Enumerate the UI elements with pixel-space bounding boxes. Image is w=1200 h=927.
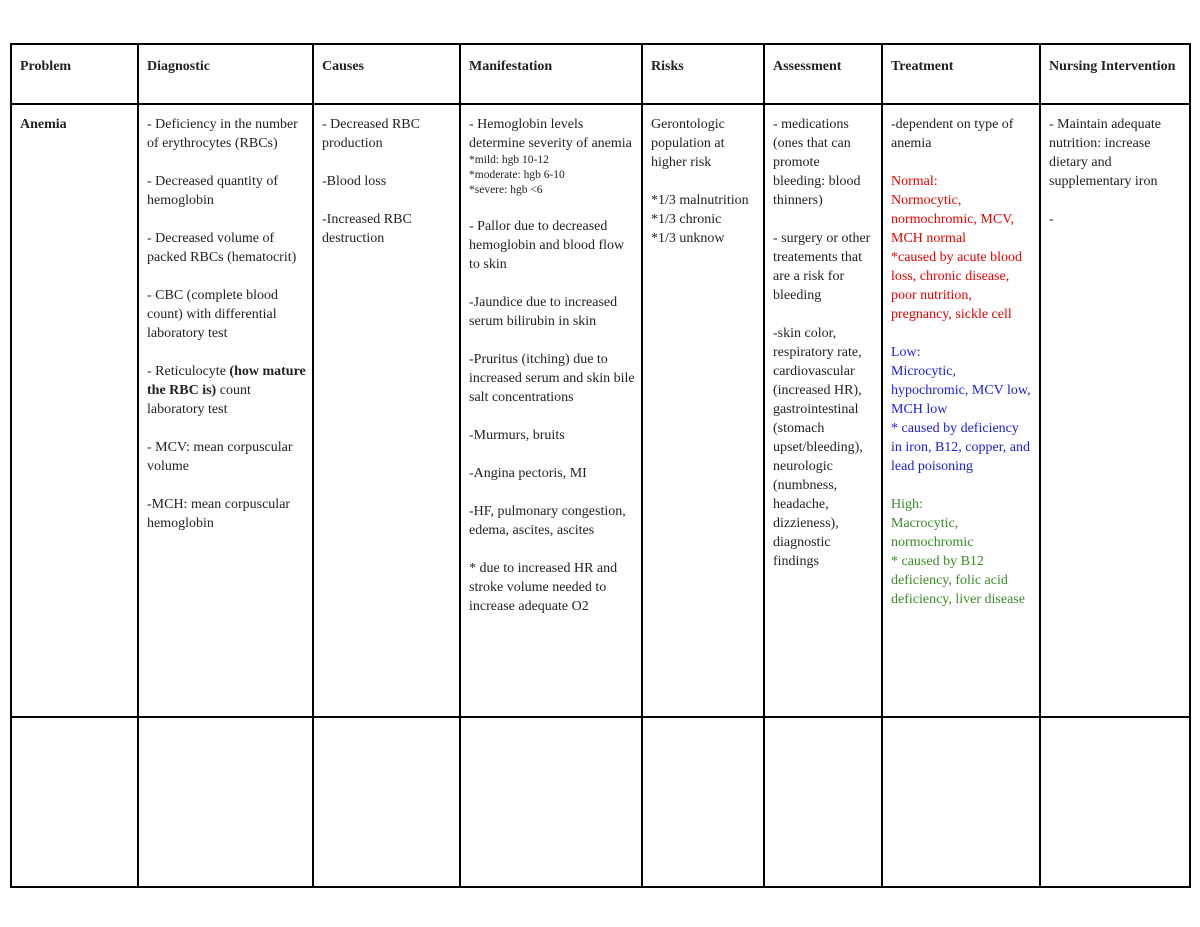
manifestation-item: - Pallor due to decreased hemoglobin and blood flow to skin: [469, 219, 625, 272]
diagnostic-item: - Decreased quantity of hemoglobin: [147, 174, 278, 208]
cell-diagnostic: [138, 104, 313, 717]
manifestation-item: -Angina pectoris, MI: [469, 466, 587, 481]
assessment-item: -skin color, respiratory rate, cardiovascular (increased HR), gastrointestinal (stomach upset/bleeding), neurologic (numbness, headache, dizzieness), diagnostic findings: [773, 326, 863, 569]
empty-cell: [882, 717, 1040, 887]
nursing-item: -: [1049, 212, 1054, 227]
reticulocyte-text-end: count laboratory test: [147, 383, 251, 417]
treatment-high: [891, 495, 1033, 609]
diagnostic-item: - CBC (complete blood count) with differential laboratory test: [147, 288, 279, 341]
nursing-item: - Maintain adequate nutrition: increase dietary and supplementary iron: [1049, 117, 1161, 189]
empty-cell: [313, 717, 460, 887]
treatment-low: [891, 343, 1033, 476]
manifestation-item: -Pruritus (itching) due to increased serum and skin bile salt concentrations: [469, 352, 635, 405]
nursing-care-plan-table: [10, 43, 1191, 888]
empty-cell: [138, 717, 313, 887]
treatment-normal: [891, 172, 1033, 324]
diagnostic-item: - Decreased volume of packed RBCs (hematocrit): [147, 231, 297, 265]
cell-manifestation: [460, 104, 642, 717]
assessment-item: - medications (ones that can promote bleeding: blood thinners): [773, 117, 861, 208]
cell-causes: [313, 104, 460, 717]
risk-line: *1/3 malnutrition: [651, 193, 749, 208]
treatment-normal-body: Normocytic, normochromic, MCV, MCH normal: [891, 193, 1015, 246]
treatment-high-heading: High:: [891, 497, 923, 512]
treatment-low-heading: Low:: [891, 345, 921, 360]
header-problem: Problem: [11, 44, 138, 104]
manifestation-severity: [469, 115, 635, 198]
cause-item: - Decreased RBC production: [322, 117, 420, 151]
manifestation-item: -Murmurs, bruits: [469, 428, 565, 443]
header-row: [11, 44, 1190, 104]
empty-cell: [642, 717, 764, 887]
cell-treatment: [882, 104, 1040, 717]
header-diagnostic: Diagnostic: [138, 44, 313, 104]
manifestation-item: -HF, pulmonary congestion, edema, ascites, ascites: [469, 504, 626, 538]
risk-item: Gerontologic population at higher risk: [651, 117, 725, 170]
manifestation-item: * due to increased HR and stroke volume needed to increase adequate O2: [469, 561, 618, 614]
empty-cell: [764, 717, 882, 887]
treatment-low-cause: * caused by deficiency in iron, B12, copper, and lead poisoning: [891, 421, 1031, 474]
severity-moderate: *moderate: hgb 6-10: [469, 169, 565, 181]
treatment-normal-cause: *caused by acute blood loss, chronic disease, poor nutrition, pregnancy, sickle cell: [891, 250, 1023, 322]
header-causes: Causes: [313, 44, 460, 104]
treatment-high-body: Macrocytic, normochromic: [891, 516, 974, 550]
cell-risks: [642, 104, 764, 717]
table-row-anemia: [11, 104, 1190, 717]
treatment-item: -dependent on type of anemia: [891, 117, 1014, 151]
header-risks: Risks: [642, 44, 764, 104]
treatment-normal-heading: Normal:: [891, 174, 938, 189]
cell-nursing-intervention: [1040, 104, 1190, 717]
header-assessment: Assessment: [764, 44, 882, 104]
header-nursing-intervention: Nursing Intervention: [1040, 44, 1190, 104]
risk-line: *1/3 unknow: [651, 231, 725, 246]
cell-assessment: [764, 104, 882, 717]
severity-severe: *severe: hgb <6: [469, 184, 543, 196]
risk-line: *1/3 chronic: [651, 212, 722, 227]
manifestation-item: - Hemoglobin levels determine severity of anemia: [469, 117, 632, 151]
manifestation-item: -Jaundice due to increased serum bilirubin in skin: [469, 295, 618, 329]
diagnostic-item-reticulocyte: [147, 362, 306, 419]
treatment-high-cause: * caused by B12 deficiency, folic acid deficiency, liver disease: [891, 554, 1025, 607]
diagnostic-item: - MCV: mean corpuscular volume: [147, 440, 293, 474]
cause-item: -Blood loss: [322, 174, 387, 189]
cause-item: -Increased RBC destruction: [322, 212, 412, 246]
problem-name: Anemia: [20, 117, 67, 132]
diagnostic-item: -MCH: mean corpuscular hemoglobin: [147, 497, 291, 531]
assessment-item: - surgery or other treatements that are a risk for bleeding: [773, 231, 871, 303]
empty-cell: [1040, 717, 1190, 887]
cell-problem: [11, 104, 138, 717]
header-manifestation: Manifestation: [460, 44, 642, 104]
diagnostic-item: - Deficiency in the number of erythrocytes (RBCs): [147, 117, 298, 151]
reticulocyte-bold-note: (how mature the RBC is): [147, 364, 306, 398]
table-row-empty: [11, 717, 1190, 887]
header-treatment: Treatment: [882, 44, 1040, 104]
empty-cell: [460, 717, 642, 887]
treatment-low-body: Microcytic, hypochromic, MCV low, MCH low: [891, 364, 1031, 417]
empty-cell: [11, 717, 138, 887]
severity-mild: *mild: hgb 10-12: [469, 154, 549, 166]
reticulocyte-text: - Reticulocyte: [147, 364, 230, 379]
